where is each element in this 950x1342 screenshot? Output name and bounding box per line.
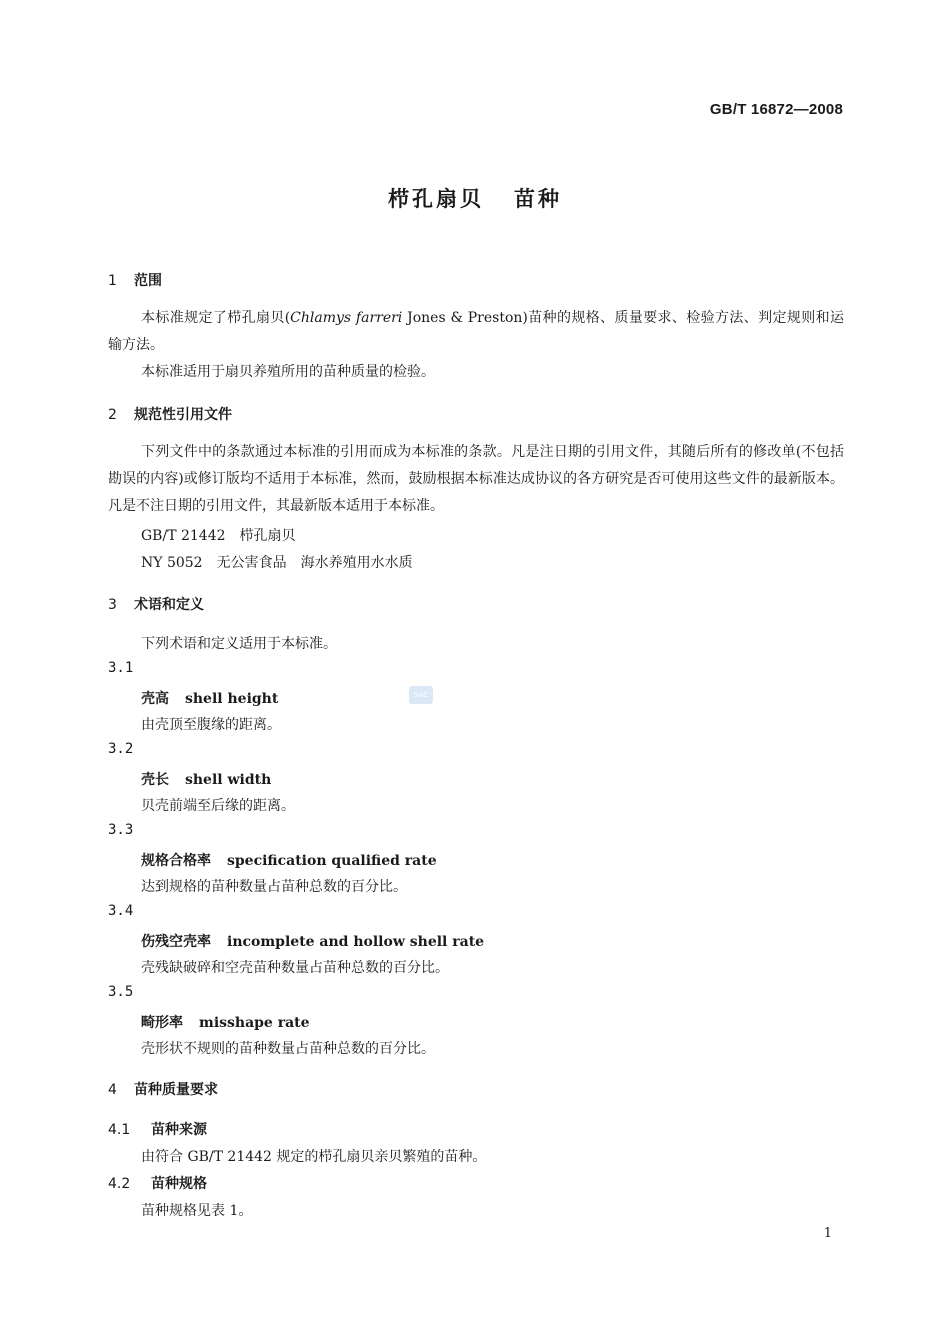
term-definition: 达到规格的苗种数量占苗种总数的百分比。 <box>141 879 407 895</box>
section-1-paragraph-1: 本标准规定了栉孔扇贝(Chlamys farreri Jones & Preston)苗种的规格、质量要求、检验方法、判定规则和运输方法。 <box>108 310 844 353</box>
title-sub: 苗种 <box>514 187 562 211</box>
term-heading: 壳高 shell height <box>141 691 279 707</box>
term-number: 3.3 <box>108 822 134 838</box>
term-number: 3.4 <box>108 903 134 919</box>
section-4-heading: 4 苗种质量要求 <box>108 1082 218 1098</box>
section-1-heading: 1 范围 <box>108 273 162 289</box>
term-heading: 规格合格率 specification qualified rate <box>141 853 437 869</box>
term-heading: 伤残空壳率 incomplete and hollow shell rate <box>141 934 485 950</box>
term-definition: 由壳顶至腹缘的距离。 <box>141 717 281 733</box>
term-definition: 壳形状不规则的苗种数量占苗种总数的百分比。 <box>141 1041 435 1057</box>
section-1-paragraph-2: 本标准适用于扇贝养殖所用的苗种质量的检验。 <box>141 364 435 380</box>
term-heading: 壳长 shell width <box>141 772 272 788</box>
title-main: 栉孔扇贝 <box>388 187 484 211</box>
subsection-text: 由符合 GB/T 21442 规定的栉孔扇贝亲贝繁殖的苗种。 <box>141 1149 487 1165</box>
term-number: 3.2 <box>108 741 134 757</box>
section-2-paragraph: 下列文件中的条款通过本标准的引用而成为本标准的条款。凡是注日期的引用文件，其随后所有的修改单(不包括勘误的内容)或修订版均不适用于本标准，然而，鼓励根据本标准达成协议的各方研究是否可使用这些文件的最新版本。凡是不注日期的引用文件，其最新版本适用于本标准。 <box>108 444 844 514</box>
document-title <box>0 183 950 213</box>
term-definition: 贝壳前端至后缘的距离。 <box>141 798 295 814</box>
subsection-heading: 4.2 苗种规格 <box>108 1176 207 1192</box>
section-2-heading: 2 规范性引用文件 <box>108 407 232 423</box>
subsection-heading: 4.1 苗种来源 <box>108 1122 207 1138</box>
page-number: 1 <box>823 1226 832 1241</box>
watermark-logo: SAC <box>409 686 433 704</box>
reference-item: NY 5052 无公害食品 海水养殖用水水质 <box>141 555 413 571</box>
subsection-text: 苗种规格见表 1。 <box>141 1203 253 1219</box>
term-number: 3.5 <box>108 984 134 1000</box>
section-3-intro: 下列术语和定义适用于本标准。 <box>141 636 337 652</box>
term-heading: 畸形率 misshape rate <box>141 1015 310 1031</box>
term-definition: 壳残缺破碎和空壳苗种数量占苗种总数的百分比。 <box>141 960 449 976</box>
section-3-heading: 3 术语和定义 <box>108 597 204 613</box>
reference-item: GB/T 21442 栉孔扇贝 <box>141 528 296 544</box>
term-number: 3.1 <box>108 660 134 676</box>
standard-number: GB/T 16872—2008 <box>709 101 843 118</box>
